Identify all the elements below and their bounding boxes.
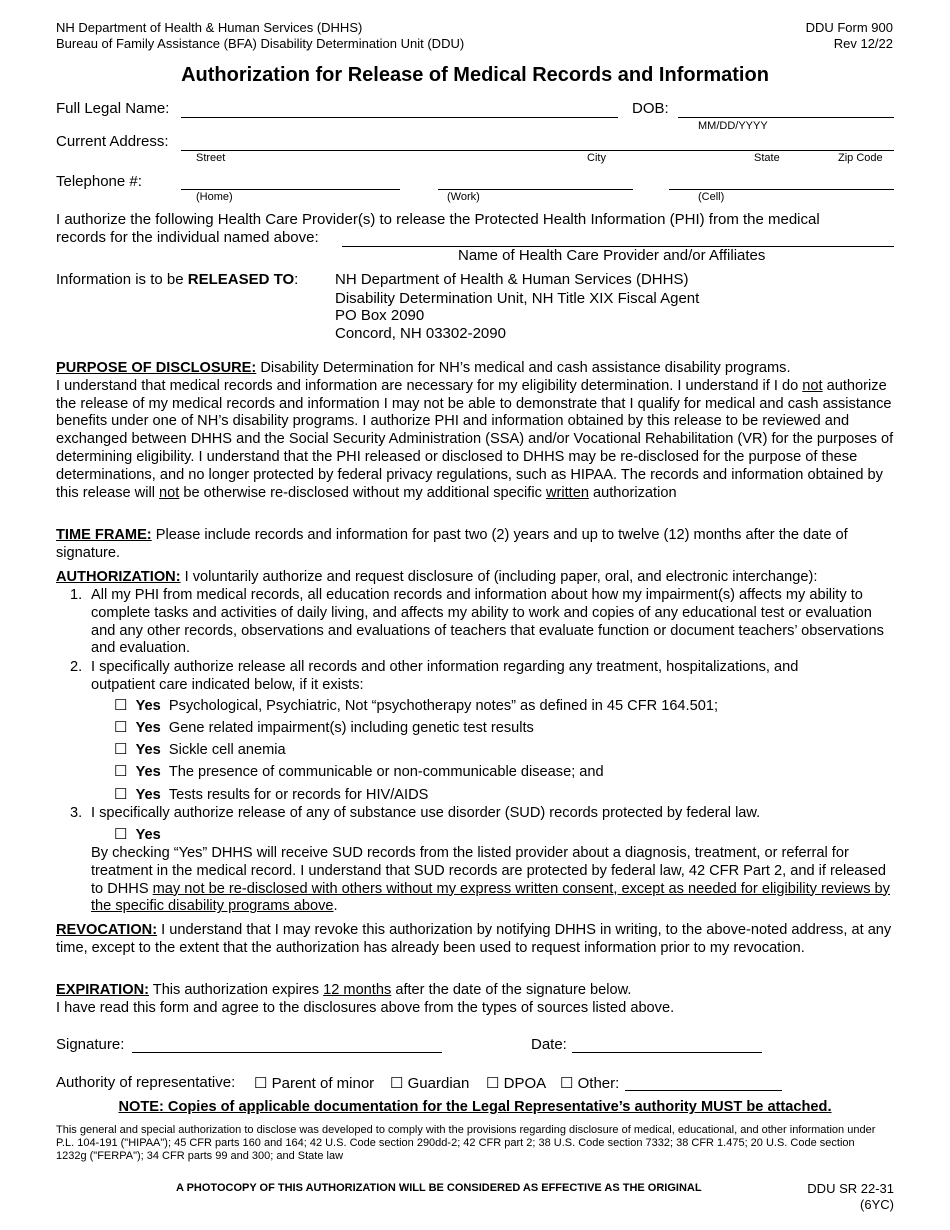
time-frame-section: TIME FRAME: Please include records and information for past two (2) years and up to twelve (12) months after the date of signature. (56, 527, 848, 561)
address-field[interactable] (181, 150, 894, 151)
item-1-number: 1. (70, 587, 83, 603)
sud-text: By checking “Yes” DHHS will receive SUD records from the listed provider about a diagnosis, treatment, or referral for treatment in the medical record. I understand that SUD records are protected by federal law, 42 CFR Part 2, and if released to DHHS may not be re-disclosed with others without my express written consent, except as needed for eligibility reviews by the specific disability programs above. (91, 845, 890, 915)
revocation-heading: REVOCATION: (56, 922, 158, 938)
cell-hint: (Cell) (698, 191, 725, 203)
representative-label: Authority of representative: (56, 1074, 236, 1091)
checkbox-sud[interactable]: ☐ (114, 826, 128, 843)
authorization-heading-line: AUTHORIZATION: I voluntarily authorize and request disclosure of (including paper, oral, and electronic interchange): (56, 569, 818, 585)
time-frame-heading: TIME FRAME: (56, 527, 152, 543)
purpose-heading-line: PURPOSE OF DISCLOSURE: Disability Determination for NH’s medical and cash assistance disability programs. (56, 360, 791, 376)
date-field[interactable] (572, 1052, 762, 1053)
cell-phone-field[interactable] (669, 189, 894, 190)
signature-label: Signature: (56, 1036, 125, 1053)
rep-option-parent: ☐ Parent of minor (254, 1075, 375, 1092)
provider-intro-line-1: I authorize the following Health Care Provider(s) to release the Protected Health Information (PHI) from the medical (56, 211, 820, 228)
release-address-line-3: PO Box 2090 (335, 307, 425, 324)
home-phone-field[interactable] (181, 189, 400, 190)
work-hint: (Work) (447, 191, 480, 203)
rep-option-guardian: ☐ Guardian (390, 1075, 470, 1092)
full-name-field[interactable] (181, 117, 618, 118)
item-2-number: 2. (70, 659, 83, 675)
telephone-label: Telephone #: (56, 173, 142, 190)
signature-field[interactable] (132, 1052, 442, 1053)
item-3-text: I specifically authorize release of any of substance use disorder (SUD) records protected by federal law. (91, 805, 761, 821)
provider-intro-line-2: records for the individual named above: (56, 229, 319, 246)
address-label: Current Address: (56, 133, 169, 150)
item-3-number: 3. (70, 805, 83, 821)
form-revision: Rev 12/22 (833, 36, 893, 51)
rep-checkbox-guardian[interactable]: ☐ (390, 1075, 404, 1092)
rep-checkbox-dpoa[interactable]: ☐ (486, 1075, 500, 1092)
work-phone-field[interactable] (438, 189, 633, 190)
agency-line-1: NH Department of Health & Human Services (DHHS) (56, 20, 363, 35)
street-hint: Street (196, 152, 226, 164)
full-name-label: Full Legal Name: (56, 100, 170, 117)
expiration-line-1: EXPIRATION: This authorization expires 12 months after the date of the signature below. (56, 982, 632, 998)
city-hint: City (587, 152, 606, 164)
dob-label: DOB: (632, 100, 669, 117)
state-hint: State (754, 152, 780, 164)
release-address-line-1: NH Department of Health & Human Services (DHHS) (335, 271, 689, 288)
home-hint: (Home) (196, 191, 233, 203)
option-disease: ☐ Yes The presence of communicable or non-communicable disease; and (114, 763, 604, 780)
page-title: Authorization for Release of Medical Records and Information (181, 64, 769, 86)
footer-form-subcode: (6YC) (860, 1197, 894, 1212)
date-label: Date: (531, 1036, 567, 1053)
agency-line-2: Bureau of Family Assistance (BFA) Disability Determination Unit (DDU) (56, 36, 465, 51)
legal-rep-note: NOTE: Copies of applicable documentation for the Legal Representative’s authority MUST be attached. (118, 1099, 832, 1115)
checkbox-disease[interactable]: ☐ (114, 763, 128, 780)
option-hiv: ☐ Yes Tests results for or records for HIV/AIDS (114, 786, 429, 803)
authorization-heading: AUTHORIZATION: (56, 569, 181, 585)
form-number: DDU Form 900 (805, 20, 893, 35)
purpose-section (56, 360, 896, 502)
photocopy-notice: A PHOTOCOPY OF THIS AUTHORIZATION WILL BE CONSIDERED AS EFFECTIVE AS THE ORIGINAL (176, 1182, 702, 1194)
rep-option-other: ☐ Other: (560, 1075, 620, 1092)
provider-caption: Name of Health Care Provider and/or Affiliates (458, 247, 766, 264)
option-sud: ☐ Yes (114, 826, 161, 843)
zip-hint: Zip Code (838, 152, 883, 164)
release-address-line-4: Concord, NH 03302-2090 (335, 325, 506, 342)
expiration-heading: EXPIRATION: (56, 982, 149, 998)
purpose-heading: PURPOSE OF DISCLOSURE: (56, 360, 257, 376)
checkbox-gene[interactable]: ☐ (114, 719, 128, 736)
footer-form-code: DDU SR 22-31 (807, 1181, 894, 1196)
option-sickle: ☐ Yes Sickle cell anemia (114, 741, 286, 758)
rep-option-dpoa: ☐ DPOA (486, 1075, 547, 1092)
option-gene: ☐ Yes Gene related impairment(s) including genetic test results (114, 719, 534, 736)
rep-other-field[interactable] (625, 1090, 782, 1091)
released-to-label: Information is to be RELEASED TO: (56, 271, 299, 288)
item-1-text: All my PHI from medical records, all education records and information about how my impairment(s) affects my ability to complete tasks and activities of daily living, and affects my ability to work and copies of any educational test or evaluation and any other records, observations and evaluations of teachers that evaluate function or document teachers’ observations and evaluation. (91, 587, 884, 657)
expiration-line-2: I have read this form and agree to the disclosures above from the types of sources listed above. (56, 999, 675, 1016)
revocation-section: REVOCATION: I understand that I may revoke this authorization by notifying DHHS in writing, to the above-noted address, at any time, except to the extent that the authorization has already been used to request information prior to my revocation. (56, 922, 892, 956)
option-psych: ☐ Yes Psychological, Psychiatric, Not “psychotherapy notes” as defined in 45 CFR 164.501; (114, 697, 719, 714)
checkbox-sickle[interactable]: ☐ (114, 741, 128, 758)
expiration-section (56, 982, 896, 1018)
item-2-text: I specifically authorize release all records and other information regarding any treatment, hospitalizations, and outpatient care indicated below, if it exists: (91, 659, 799, 693)
checkbox-psych[interactable]: ☐ (114, 697, 128, 714)
release-address-line-2: Disability Determination Unit, NH Title XIX Fiscal Agent (335, 290, 700, 307)
purpose-body: I understand that medical records and information are necessary for my eligibility determination. I understand if I do not authorize the release of my medical records and information I may not be able to demonstrate that I qualify for medical and cash assistance benefits under one of NH’s disability programs. I authorize PHI and information obtained by this release to be reviewed and exchanged between DHHS and the Social Security Administration (SSA) and/or Vocational Rehabilitation (VR) for the purposes of determining eligibility. I understand that the PHI released or disclosed to DHHS may be re-disclosed for the purpose of these determinations, and no longer protected by federal privacy regulations, such as HIPAA. The records and information obtained by this release will not be otherwise re-disclosed without my additional specific written authorization (56, 377, 894, 501)
rep-checkbox-parent[interactable]: ☐ (254, 1075, 268, 1092)
dob-field[interactable] (678, 117, 894, 118)
dob-hint: MM/DD/YYYY (698, 120, 768, 132)
rep-checkbox-other[interactable]: ☐ (560, 1075, 574, 1092)
checkbox-hiv[interactable]: ☐ (114, 786, 128, 803)
legal-text: This general and special authorization to disclose was developed to comply with the provisions regarding disclosure of medical, educational, and other information under P.L. 104-191 ("HIPAA"); 45 CFR parts 160 and 164; 42 U.S. Code section 290dd-2; 42 CFR part 2; 38 U.S. Code section 7332; 38 CFR 1.475; 20 U.S. Code section 1232g ("FERPA"); 34 CFR parts 99 and 300; and State law (56, 1124, 876, 1162)
